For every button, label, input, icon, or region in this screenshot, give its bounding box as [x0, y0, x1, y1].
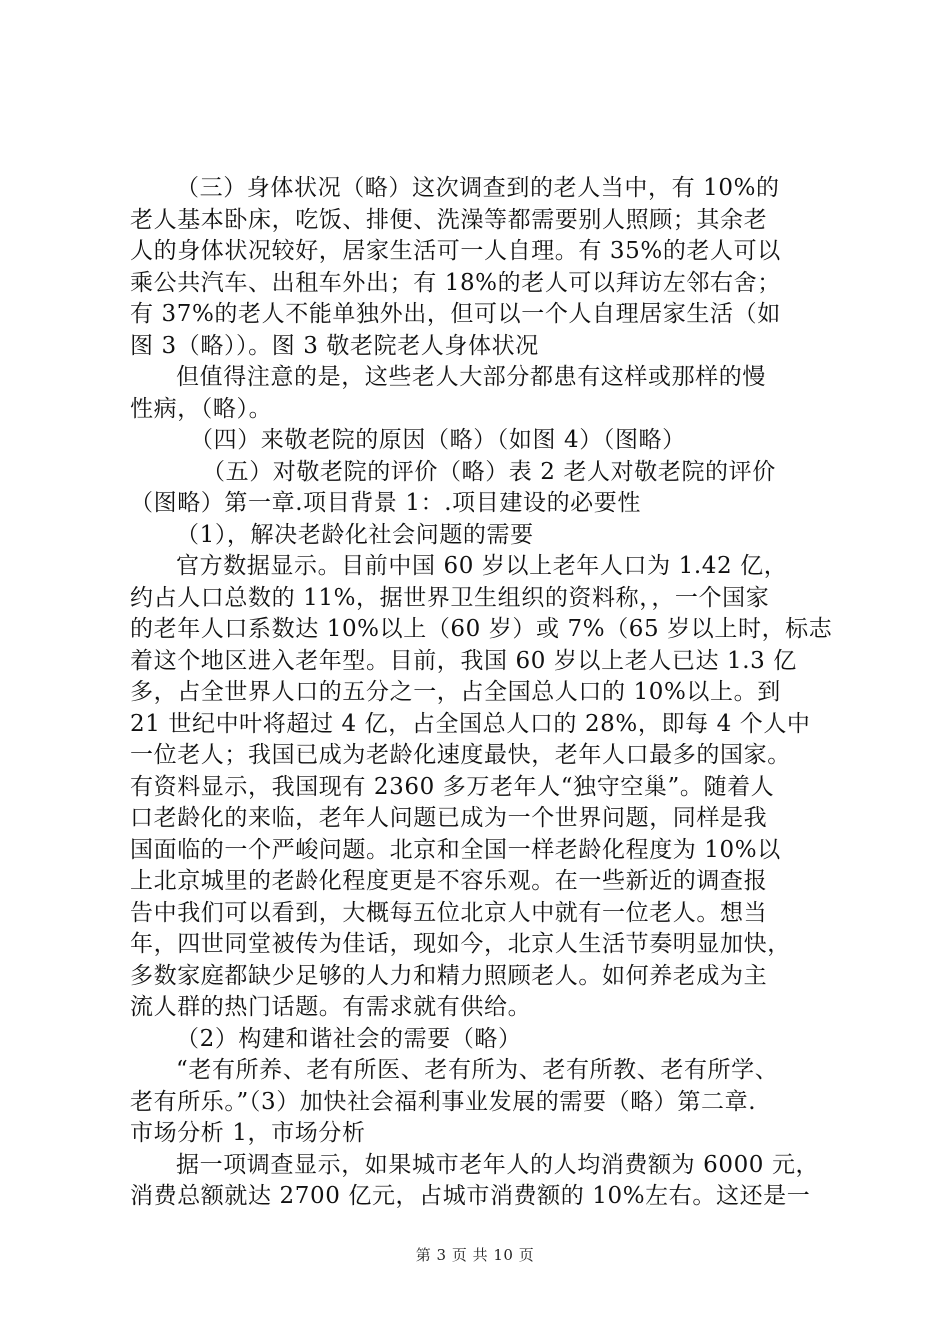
paragraph-line: （三）身体状况（略）这次调查到的老人当中，有 10%的: [176, 175, 780, 201]
page-number-footer: 第 3 页 共 10 页: [415, 1246, 535, 1264]
paragraph-line: 流人群的热门话题。有需求就有供给。: [130, 994, 532, 1020]
paragraph-line: 市场分析 1，市场分析: [130, 1120, 366, 1146]
paragraph-line: 人的身体状况较好，居家生活可一人自理。有 35%的老人可以: [130, 238, 781, 264]
section-heading: （四）来敬老院的原因（略）（如图 4）（图略）: [190, 427, 686, 453]
paragraph-line: “老有所养、老有所医、老有所为、老有所教、老有所学、: [176, 1057, 779, 1083]
paragraph-line: 有 37%的老人不能单独外出，但可以一个人自理居家生活（如: [130, 301, 781, 327]
paragraph-line: （图略）第一章.项目背景 1：.项目建设的必要性: [130, 490, 641, 516]
subsection-heading: （1），解决老龄化社会问题的需要: [176, 521, 534, 548]
paragraph-line: 多，占全世界人口的五分之一，占全国总人口的 10%以上。到: [130, 679, 781, 705]
paragraph-line: 口老龄化的来临，老年人问题已成为一个世界问题，同样是我: [130, 805, 768, 831]
paragraph-line: 老人基本卧床，吃饭、排便、洗澡等都需要别人照顾；其余老: [130, 206, 768, 233]
subsection-heading: （2）构建和谐社会的需要（略）: [176, 1025, 522, 1052]
paragraph-line: 一位老人；我国已成为老龄化速度最快，老年人口最多的国家。: [130, 742, 791, 768]
paragraph-line: 多数家庭都缺少足够的人力和精力照顾老人。如何养老成为主: [130, 962, 768, 989]
paragraph-line: 着这个地区进入老年型。目前，我国 60 岁以上老人已达 1.3 亿: [130, 647, 797, 674]
paragraph-line: 据一项调查显示，如果城市老年人的人均消费额为 6000 元，: [176, 1151, 820, 1178]
paragraph-line: 上北京城里的老龄化程度更是不容乐观。在一些新近的调查报: [130, 868, 768, 894]
paragraph-line: 老有所乐。”（3）加快社会福利事业发展的需要（略）第二章.: [130, 1088, 757, 1115]
paragraph-line: 约占人口总数的 11%，据世界卫生组织的资料称，，一个国家: [130, 584, 770, 611]
paragraph-line: 年，四世同堂被传为佳话，现如今，北京人生活节奏明显加快，: [130, 931, 791, 957]
paragraph-line: 21 世纪中叶将超过 4 亿，占全国总人口的 28%，即每 4 个人中: [130, 710, 811, 737]
paragraph-line: 的老年人口系数达 10%以上（60 岁）或 7%（65 岁以上时，标志: [130, 616, 833, 642]
section-heading: （五）对敬老院的评价（略）表 2 老人对敬老院的评价: [202, 458, 776, 485]
paragraph-line: 消费总额就达 2700 亿元，占城市消费额的 10%左右。这还是一: [130, 1183, 811, 1209]
document-body: [130, 173, 842, 1213]
paragraph-line: 但值得注意的是，这些老人大部分都患有这样或那样的慢: [176, 364, 766, 390]
paragraph-line: 有资料显示，我国现有 2360 多万老年人“独守空巢”。随着人: [130, 773, 775, 800]
paragraph-line: 乘公共汽车、出租车外出；有 18%的老人可以拜访左邻右舍；: [130, 269, 781, 296]
paragraph-line: 官方数据显示。目前中国 60 岁以上老年人口为 1.42 亿，: [176, 553, 788, 579]
paragraph-line: 性病，（略）。: [130, 395, 273, 422]
paragraph-line: 告中我们可以看到，大概每五位北京人中就有一位老人。想当: [130, 899, 768, 926]
paragraph-line: 国面临的一个严峻问题。北京和全国一样老龄化程度为 10%以: [130, 836, 781, 863]
paragraph-line: 图 3（略））。图 3 敬老院老人身体状况: [130, 332, 539, 359]
